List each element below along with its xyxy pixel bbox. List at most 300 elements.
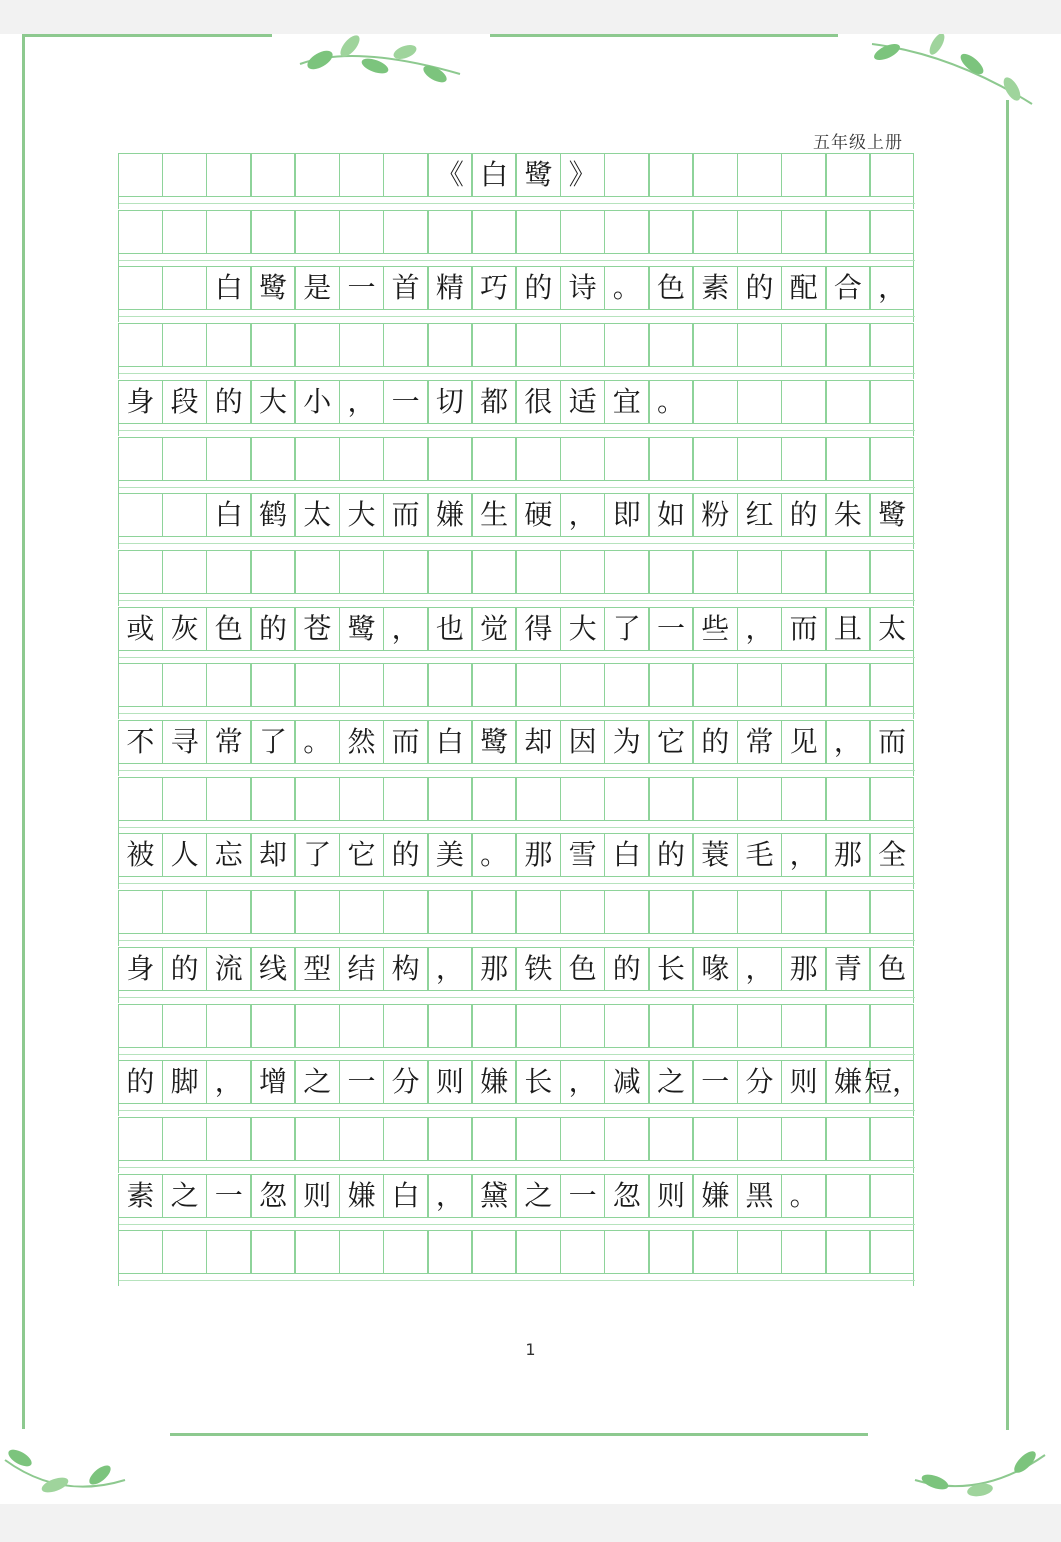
grid-cell — [693, 1004, 738, 1048]
grid-cell — [206, 663, 251, 707]
grid-cell: 适 — [560, 380, 605, 424]
vine-leaves-icon — [0, 1440, 130, 1510]
grid-cell: 。 — [604, 266, 649, 310]
grid-cell — [118, 210, 163, 254]
grid-cell: ， — [737, 947, 782, 991]
grid-cell: 它 — [339, 833, 384, 877]
grid-row — [118, 380, 914, 436]
grid-cell — [693, 777, 738, 821]
grid-cell — [339, 1117, 384, 1161]
grid-cell: 然 — [339, 720, 384, 764]
grid-cell — [870, 323, 915, 367]
grid-cell — [604, 1117, 649, 1161]
frame-line-right — [1006, 100, 1009, 1430]
grid-cell: 短， — [870, 1060, 915, 1104]
grid-cell — [781, 550, 826, 594]
grid-cell — [781, 380, 826, 424]
grid-cell — [870, 1004, 915, 1048]
grid-cell — [649, 323, 694, 367]
grid-cell — [251, 890, 296, 934]
grid-cell: 黑 — [737, 1174, 782, 1218]
grid-cell — [870, 890, 915, 934]
grid-cell: 美 — [428, 833, 473, 877]
grid-cell: 一 — [560, 1174, 605, 1218]
grid-cell — [428, 663, 473, 707]
grid-cell — [870, 153, 915, 197]
grid-cell — [206, 777, 251, 821]
grid-row — [118, 1117, 914, 1173]
grid-cell: 鹭 — [516, 153, 561, 197]
grid-row — [118, 153, 914, 209]
grid-cell — [870, 1174, 915, 1218]
grid-cell: 色 — [560, 947, 605, 991]
grid-cell — [781, 437, 826, 481]
grid-cell: 一 — [383, 380, 428, 424]
grid-gap-line — [119, 1054, 915, 1055]
grid-cell: 之 — [649, 1060, 694, 1104]
grid-cell: 被 — [118, 833, 163, 877]
grid-gap-line — [119, 883, 915, 884]
grid-cell: 那 — [472, 947, 517, 991]
grid-cell: 都 — [472, 380, 517, 424]
grid-cell — [826, 550, 871, 594]
grid-cell — [826, 890, 871, 934]
grid-gap-line — [119, 827, 915, 828]
vine-leaves-icon — [295, 34, 465, 86]
grid-cell: 的 — [383, 833, 428, 877]
grid-cell — [826, 1230, 871, 1274]
grid-cell: 合 — [826, 266, 871, 310]
grid-cell — [870, 1117, 915, 1161]
grid-cell: 是 — [295, 266, 340, 310]
grid-gap-line — [119, 600, 915, 601]
grid-cell — [206, 323, 251, 367]
grid-cell — [339, 153, 384, 197]
grid-cell — [251, 777, 296, 821]
vine-leaves-icon — [862, 34, 1042, 114]
grid-cell — [737, 1117, 782, 1161]
grid-cell — [162, 1230, 207, 1274]
grid-row-gap — [118, 594, 914, 606]
grid-cell: 大 — [251, 380, 296, 424]
grid-cell: 一 — [693, 1060, 738, 1104]
grid-cell — [649, 1230, 694, 1274]
grid-cell: 而 — [870, 720, 915, 764]
grid-cell — [383, 1004, 428, 1048]
grid-cell: 素 — [118, 1174, 163, 1218]
grid-cell — [295, 437, 340, 481]
grid-cell: 线 — [251, 947, 296, 991]
grid-cell — [604, 1004, 649, 1048]
vine-leaves-icon — [910, 1440, 1050, 1510]
grid-gap-line — [119, 1167, 915, 1168]
grid-cell: 白 — [472, 153, 517, 197]
grid-cell — [737, 380, 782, 424]
grid-cell — [118, 890, 163, 934]
grid-cell: 。 — [472, 833, 517, 877]
grid-cell: 一 — [206, 1174, 251, 1218]
grid-cell — [649, 1117, 694, 1161]
grid-cell — [693, 1230, 738, 1274]
grid-cell: 觉 — [472, 607, 517, 651]
grid-cell — [826, 1174, 871, 1218]
grid-row-gap — [118, 481, 914, 493]
grid-cell — [339, 323, 384, 367]
grid-cell: 的 — [118, 1060, 163, 1104]
grid-cell — [118, 323, 163, 367]
grid-cell: 》 — [560, 153, 605, 197]
writing-grid — [118, 153, 921, 1287]
grid-cell — [428, 1117, 473, 1161]
grid-cell: 嫌 — [826, 1060, 871, 1104]
grid-gap-line — [119, 430, 915, 431]
grid-cell — [737, 1004, 782, 1048]
grid-cell: 了 — [251, 720, 296, 764]
grid-cell: 色 — [206, 607, 251, 651]
grid-cell — [826, 777, 871, 821]
grid-cell — [560, 663, 605, 707]
grid-cell — [162, 493, 207, 537]
grid-cell: 白 — [604, 833, 649, 877]
grid-cell — [604, 210, 649, 254]
grid-cell: 铁 — [516, 947, 561, 991]
grid-cell — [428, 437, 473, 481]
grid-row-gap — [118, 1218, 914, 1230]
grid-cell — [162, 266, 207, 310]
grid-gap-line — [119, 1224, 915, 1225]
grid-cell: 白 — [383, 1174, 428, 1218]
grid-row-gap — [118, 707, 914, 719]
grid-cell — [516, 323, 561, 367]
grid-row-gap — [118, 1104, 914, 1116]
grid-cell: 构 — [383, 947, 428, 991]
grid-cell: 色 — [649, 266, 694, 310]
grid-cell — [428, 890, 473, 934]
grid-cell: 精 — [428, 266, 473, 310]
grid-cell — [162, 153, 207, 197]
grid-cell: ， — [826, 720, 871, 764]
grid-cell — [693, 153, 738, 197]
grid-cell — [251, 323, 296, 367]
grid-cell: 得 — [516, 607, 561, 651]
grid-cell — [781, 1117, 826, 1161]
grid-cell — [472, 437, 517, 481]
grid-cell — [516, 890, 561, 934]
grid-cell — [560, 323, 605, 367]
grid-row — [118, 266, 914, 322]
grid-cell: 之 — [295, 1060, 340, 1104]
grid-cell: 常 — [206, 720, 251, 764]
grid-gap-line — [119, 487, 915, 488]
grid-cell: 那 — [516, 833, 561, 877]
grid-cell — [649, 890, 694, 934]
grid-cell: 也 — [428, 607, 473, 651]
grid-row-gap — [118, 651, 914, 663]
grid-row — [118, 437, 914, 493]
grid-cell — [472, 1117, 517, 1161]
grid-cell — [560, 550, 605, 594]
grid-cell — [781, 890, 826, 934]
grid-row-gap — [118, 1161, 914, 1173]
grid-cell: 而 — [383, 720, 428, 764]
grid-cell — [295, 777, 340, 821]
grid-cell: 的 — [693, 720, 738, 764]
grid-cell: 大 — [339, 493, 384, 537]
grid-cell: 朱 — [826, 493, 871, 537]
grid-cell: 嫌 — [472, 1060, 517, 1104]
grid-row-gap — [118, 254, 914, 266]
grid-cell: 那 — [826, 833, 871, 877]
grid-cell — [162, 210, 207, 254]
grid-cell: 为 — [604, 720, 649, 764]
grid-cell — [118, 1230, 163, 1274]
grid-cell: 黛 — [472, 1174, 517, 1218]
grid-cell: 鹭 — [472, 720, 517, 764]
grid-row — [118, 607, 914, 663]
grid-row-gap — [118, 1048, 914, 1060]
grid-cell — [383, 437, 428, 481]
grid-cell: 则 — [781, 1060, 826, 1104]
grid-cell: 蓑 — [693, 833, 738, 877]
grid-cell — [649, 153, 694, 197]
grid-row — [118, 947, 914, 1003]
grid-row — [118, 493, 914, 549]
grid-cell — [737, 153, 782, 197]
grid-cell — [693, 380, 738, 424]
grid-cell — [383, 153, 428, 197]
frame-line-top-left — [22, 34, 272, 37]
grid-cell: 分 — [737, 1060, 782, 1104]
grid-cell — [251, 437, 296, 481]
grid-cell: ， — [206, 1060, 251, 1104]
grid-cell — [649, 777, 694, 821]
grid-cell: 型 — [295, 947, 340, 991]
grid-cell — [162, 777, 207, 821]
grid-cell — [162, 323, 207, 367]
grid-cell — [604, 550, 649, 594]
grid-gap-line — [119, 373, 915, 374]
grid-cell — [604, 890, 649, 934]
grid-cell: 粉 — [693, 493, 738, 537]
grid-cell: 。 — [649, 380, 694, 424]
grid-cell — [428, 550, 473, 594]
grid-cell: 段 — [162, 380, 207, 424]
grid-cell — [251, 663, 296, 707]
grid-cell: 素 — [693, 266, 738, 310]
grid-cell — [516, 1230, 561, 1274]
grid-cell — [826, 210, 871, 254]
grid-gap-line — [119, 713, 915, 714]
grid-cell — [870, 663, 915, 707]
grid-cell: 首 — [383, 266, 428, 310]
grid-cell: 脚 — [162, 1060, 207, 1104]
grid-cell: 之 — [516, 1174, 561, 1218]
grid-cell — [472, 1230, 517, 1274]
grid-cell: 巧 — [472, 266, 517, 310]
grid-cell — [162, 437, 207, 481]
grid-cell — [870, 1230, 915, 1274]
grid-cell — [560, 1117, 605, 1161]
grid-cell — [295, 323, 340, 367]
grid-row-gap — [118, 537, 914, 549]
grid-cell: 宜 — [604, 380, 649, 424]
grid-cell: 分 — [383, 1060, 428, 1104]
grid-cell — [693, 890, 738, 934]
grid-cell — [295, 550, 340, 594]
grid-cell — [472, 1004, 517, 1048]
grid-cell — [295, 890, 340, 934]
grid-row — [118, 1004, 914, 1060]
grid-cell — [206, 1230, 251, 1274]
grid-cell — [295, 1004, 340, 1048]
grid-cell: 太 — [295, 493, 340, 537]
grid-cell: 它 — [649, 720, 694, 764]
grid-cell — [604, 777, 649, 821]
frame-line-bottom — [170, 1433, 868, 1436]
grid-row-gap — [118, 821, 914, 833]
grid-cell — [339, 663, 384, 707]
grid-cell — [737, 777, 782, 821]
grid-cell: 鹭 — [339, 607, 384, 651]
grid-cell — [428, 1230, 473, 1274]
grid-cell: 全 — [870, 833, 915, 877]
grid-cell — [295, 663, 340, 707]
grid-cell — [649, 1004, 694, 1048]
grade-label: 五年级上册 — [813, 133, 903, 153]
grid-cell — [428, 777, 473, 821]
grid-cell — [295, 1230, 340, 1274]
grid-cell: 诗 — [560, 266, 605, 310]
grid-gap-line — [119, 1280, 915, 1281]
grid-cell: 见 — [781, 720, 826, 764]
grid-cell — [870, 437, 915, 481]
grid-cell: 嫌 — [428, 493, 473, 537]
grid-cell — [870, 210, 915, 254]
grid-cell — [118, 1117, 163, 1161]
grid-cell: 的 — [737, 266, 782, 310]
grid-cell: 灰 — [162, 607, 207, 651]
grid-cell: 却 — [516, 720, 561, 764]
grid-cell — [206, 550, 251, 594]
grid-cell: 小 — [295, 380, 340, 424]
grid-cell — [472, 777, 517, 821]
grid-cell — [383, 890, 428, 934]
grid-cell: 且 — [826, 607, 871, 651]
grid-cell — [781, 1004, 826, 1048]
grid-row-gap — [118, 310, 914, 322]
grid-cell: ， — [428, 947, 473, 991]
grid-cell: 很 — [516, 380, 561, 424]
grid-gap-line — [119, 543, 915, 544]
grid-cell — [649, 437, 694, 481]
grid-cell: 而 — [383, 493, 428, 537]
grid-cell — [251, 550, 296, 594]
grid-cell: 寻 — [162, 720, 207, 764]
grid-cell — [206, 890, 251, 934]
grid-cell: ， — [781, 833, 826, 877]
grid-cell: 因 — [560, 720, 605, 764]
grid-cell — [383, 777, 428, 821]
grid-cell — [162, 890, 207, 934]
grid-cell: 流 — [206, 947, 251, 991]
grid-cell: 长 — [516, 1060, 561, 1104]
grid-row — [118, 663, 914, 719]
grid-cell — [781, 323, 826, 367]
grid-row — [118, 210, 914, 266]
grid-cell: 切 — [428, 380, 473, 424]
grid-cell — [383, 550, 428, 594]
grid-cell — [118, 493, 163, 537]
grid-cell — [826, 1004, 871, 1048]
grid-cell — [339, 210, 384, 254]
grid-cell: ， — [339, 380, 384, 424]
grid-gap-line — [119, 770, 915, 771]
grid-cell: 雪 — [560, 833, 605, 877]
grid-cell — [560, 890, 605, 934]
grid-cell — [339, 437, 384, 481]
grid-cell — [560, 437, 605, 481]
grid-cell — [206, 1117, 251, 1161]
grid-row — [118, 777, 914, 833]
grid-cell: 白 — [206, 493, 251, 537]
grid-cell — [295, 1117, 340, 1161]
grid-row — [118, 833, 914, 889]
grid-cell — [826, 323, 871, 367]
grid-cell: 鹭 — [870, 493, 915, 537]
grid-row — [118, 323, 914, 379]
grid-cell — [206, 437, 251, 481]
grid-cell — [781, 1230, 826, 1274]
grid-cell — [383, 1117, 428, 1161]
grid-cell — [870, 550, 915, 594]
grid-cell: 毛 — [737, 833, 782, 877]
grid-cell — [693, 1117, 738, 1161]
grid-cell — [826, 1117, 871, 1161]
grid-gap-line — [119, 316, 915, 317]
grid-cell: 嫌 — [339, 1174, 384, 1218]
grid-cell — [339, 550, 384, 594]
grid-cell — [649, 210, 694, 254]
grid-cell: 鹤 — [251, 493, 296, 537]
grid-cell: 白 — [206, 266, 251, 310]
grid-cell — [428, 210, 473, 254]
grid-cell: 一 — [339, 1060, 384, 1104]
grid-cell: 苍 — [295, 607, 340, 651]
grid-cell: 些 — [693, 607, 738, 651]
grid-cell: 嫌 — [693, 1174, 738, 1218]
grid-cell: 硬 — [516, 493, 561, 537]
grid-cell — [383, 210, 428, 254]
grid-cell: 大 — [560, 607, 605, 651]
grid-cell — [206, 1004, 251, 1048]
grid-cell — [118, 777, 163, 821]
grid-cell — [383, 1230, 428, 1274]
grid-cell — [472, 550, 517, 594]
grid-cell — [339, 1004, 384, 1048]
grid-cell — [516, 777, 561, 821]
grid-cell — [251, 153, 296, 197]
grid-cell: 如 — [649, 493, 694, 537]
grid-cell: 。 — [295, 720, 340, 764]
grid-cell: 不 — [118, 720, 163, 764]
grid-cell — [604, 663, 649, 707]
grid-cell: 白 — [428, 720, 473, 764]
grid-row-gap — [118, 764, 914, 776]
grid-cell: 忽 — [251, 1174, 296, 1218]
grid-cell — [472, 210, 517, 254]
grid-cell — [339, 890, 384, 934]
grid-cell — [118, 663, 163, 707]
